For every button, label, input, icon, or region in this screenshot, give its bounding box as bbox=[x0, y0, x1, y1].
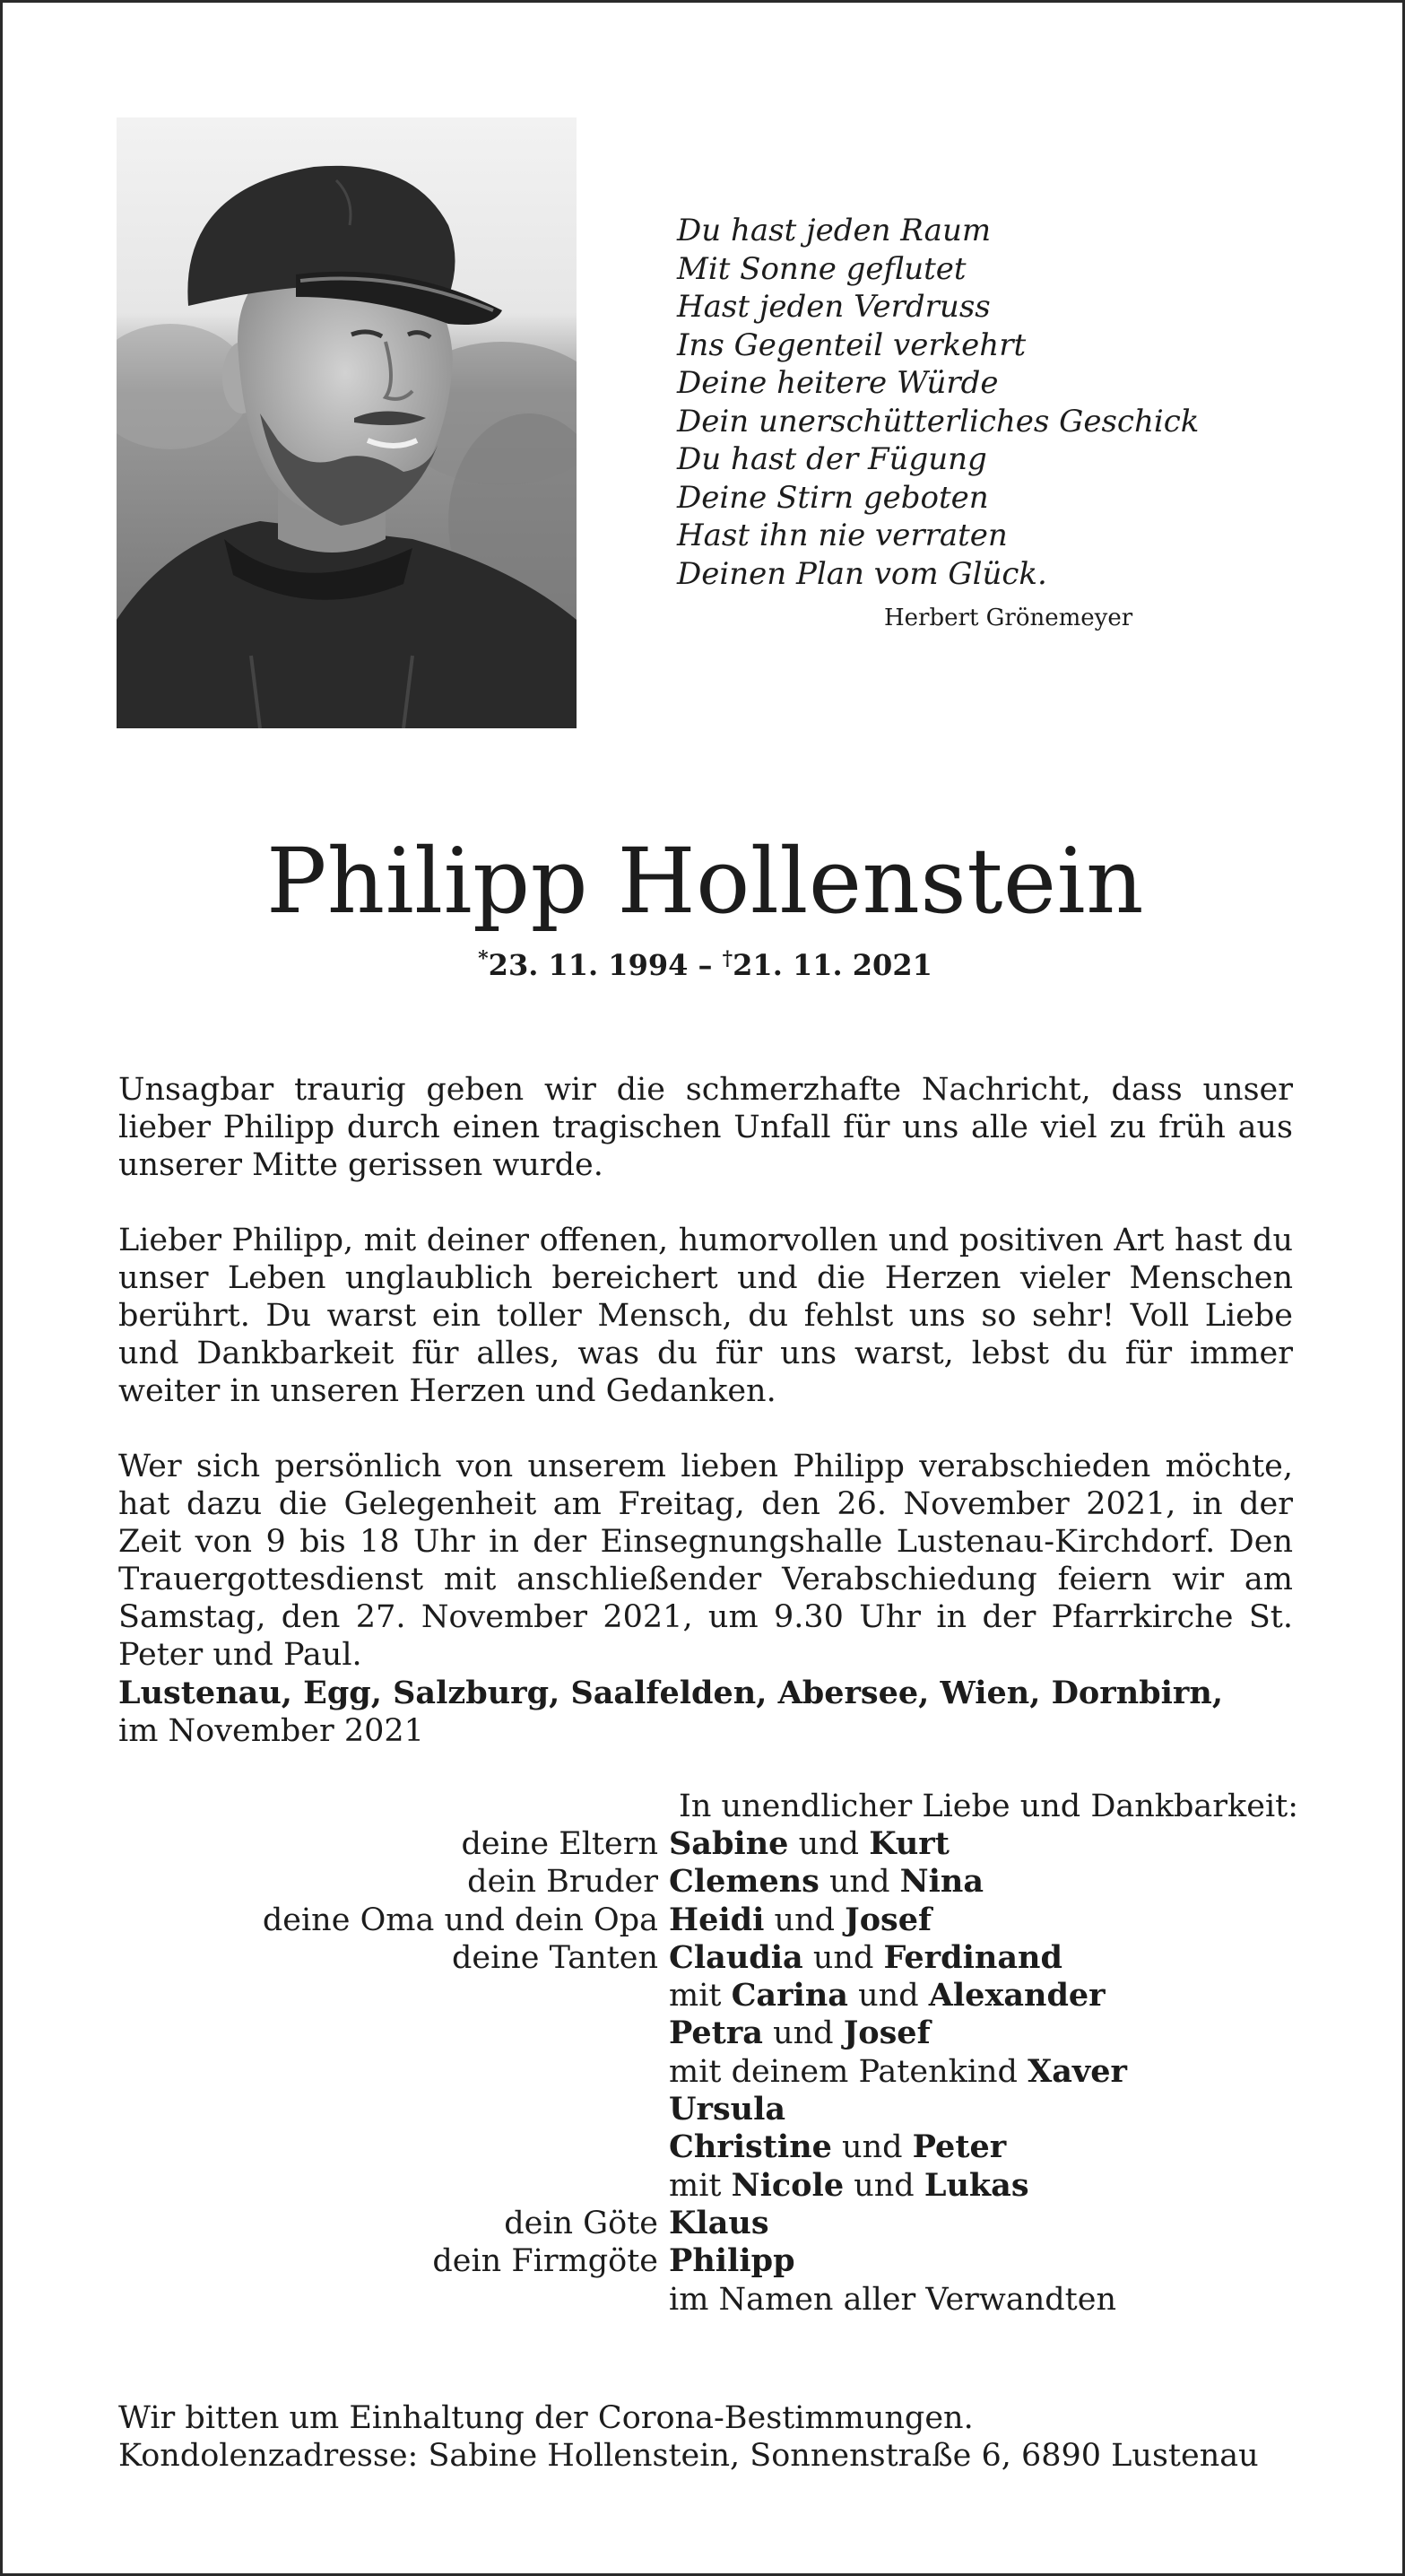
farewell-paragraph: Wer sich persönlich von unserem lieben Philipp verabschieden möchte, hat dazu die Gelegenheit am Freitag, den 26. November 2021, in der Zeit von 9 bis 18 Uhr in der Einsegnungshalle Lustenau-Kirchdorf. Den Trauergottesdienst mit anschließender Verabschiedung feiern wir am Samstag, den 27. November 2021, um 9.30 Uhr in der Pfarrkirche St. Peter und Paul. bbox=[118, 1449, 1293, 1673]
family-names bbox=[669, 1863, 984, 1901]
poem-line: Deine Stirn geboten bbox=[677, 479, 989, 516]
family-names bbox=[669, 2053, 1127, 2091]
life-dates bbox=[3, 941, 1405, 983]
death-date: 21. 11. 2021 bbox=[733, 948, 932, 982]
family-row bbox=[118, 2167, 1293, 2205]
family-member-name: Lukas bbox=[924, 2166, 1029, 2204]
family-relation bbox=[118, 2091, 669, 2128]
family-relation: dein Firmgöte bbox=[432, 2243, 658, 2280]
family-relation bbox=[118, 2053, 669, 2091]
family-relation bbox=[118, 2128, 669, 2166]
family-names bbox=[669, 1902, 932, 1939]
poem-line: Hast jeden Verdruss bbox=[677, 289, 991, 325]
family-row bbox=[118, 2091, 1293, 2128]
family-relation bbox=[118, 2281, 669, 2319]
poem-line: Hast ihn nie verraten bbox=[677, 518, 1008, 553]
family-member-name: Philipp bbox=[669, 2242, 795, 2280]
family-member-name: Nicole bbox=[731, 2166, 845, 2204]
family-row bbox=[118, 1902, 1293, 1939]
family-row bbox=[118, 2128, 1293, 2166]
family-names bbox=[669, 2242, 795, 2280]
tribute-paragraph: Lieber Philipp, mit deiner offenen, humorvollen und positiven Art hast du unser Leben unglaublich bereichert und die Herzen vieler Menschen berührt. Du warst ein toller Mensch, du fehlst uns so sehr! Voll Liebe und Dankbarkeit für alles, was du für uns warst, lebst du für immer weiter in unseren Herzen und Gedanken. bbox=[118, 1223, 1293, 1409]
family-text: mit bbox=[669, 1978, 732, 2015]
date-separator: – bbox=[688, 948, 723, 982]
family-names bbox=[669, 2281, 1116, 2319]
family-member-name: Claudia bbox=[669, 1938, 803, 1976]
family-names bbox=[669, 2091, 785, 2128]
family-relation bbox=[118, 2167, 669, 2205]
family-relation: deine Tanten bbox=[451, 1939, 658, 1976]
family-member-name: Josef bbox=[845, 1901, 932, 1938]
footer-notes bbox=[118, 2399, 1259, 2475]
family-names bbox=[669, 2015, 931, 2052]
death-symbol: † bbox=[722, 947, 733, 970]
family-member-name: Peter bbox=[912, 2128, 1007, 2166]
family-list bbox=[118, 1825, 1293, 2319]
family-text: und bbox=[819, 1864, 900, 1901]
family-member-name: Ursula bbox=[669, 2091, 786, 2128]
family-row bbox=[118, 2242, 1293, 2280]
poem-line: Ins Gegenteil verkehrt bbox=[677, 326, 1027, 363]
family-member-name: Clemens bbox=[669, 1863, 820, 1901]
family-row bbox=[118, 1939, 1293, 1977]
family-relation: dein Göte bbox=[504, 2205, 658, 2241]
family-member-name: Xaver bbox=[1028, 2052, 1127, 2090]
family-relation: deine Oma und dein Opa bbox=[262, 1902, 658, 1938]
family-member-name: Kurt bbox=[869, 1825, 950, 1862]
family-text: im Namen aller Verwandten bbox=[669, 2281, 1116, 2318]
places-list: Lustenau, Egg, Salzburg, Saalfelden, Abersee, Wien, Dornbirn, bbox=[118, 1675, 1224, 1711]
family-member-name: Heidi bbox=[669, 1901, 765, 1938]
family-relation: deine Eltern bbox=[461, 1826, 658, 1862]
poem-line: Du hast jeden Raum bbox=[677, 213, 992, 248]
family-text: und bbox=[847, 1978, 929, 2015]
family-member-name: Josef bbox=[843, 2015, 931, 2052]
family-member-name: Carina bbox=[731, 1977, 848, 2015]
family-member-name: Nina bbox=[899, 1863, 984, 1901]
poem-line: Deine heitere Würde bbox=[677, 365, 999, 401]
family-text: und bbox=[844, 2167, 924, 2204]
deceased-name: Philipp Hollenstein bbox=[266, 829, 1144, 934]
poem-line: Du hast der Fügung bbox=[677, 441, 987, 477]
portrait-photo bbox=[117, 117, 577, 728]
poem-line: Deinen Plan vom Glück. bbox=[677, 555, 1047, 592]
birth-symbol: * bbox=[478, 947, 489, 970]
family-text: und bbox=[831, 2129, 913, 2166]
portrait-illustration bbox=[117, 117, 577, 728]
condolence-address: Kondolenzadresse: Sabine Hollenstein, Sonnenstraße 6, 6890 Lustenau bbox=[118, 2438, 1259, 2474]
poem-line: Mit Sonne geflutet bbox=[677, 250, 967, 287]
date-line: im November 2021 bbox=[118, 1713, 424, 1749]
family-member-name: Ferdinand bbox=[883, 1938, 1062, 1976]
places-and-date bbox=[118, 1675, 1223, 1750]
family-member-name: Klaus bbox=[669, 2204, 769, 2241]
family-names bbox=[669, 2128, 1006, 2166]
family-row bbox=[118, 1977, 1293, 2015]
family-row bbox=[118, 2015, 1293, 2052]
family-member-name: Sabine bbox=[669, 1825, 789, 1862]
corona-note: Wir bitten um Einhaltung der Corona-Bestimmungen. bbox=[118, 2400, 974, 2436]
family-names bbox=[669, 2205, 769, 2242]
family-names bbox=[669, 2167, 1029, 2205]
family-names bbox=[669, 1939, 1062, 1977]
family-names bbox=[669, 1977, 1106, 2015]
family-text: und bbox=[802, 1939, 884, 1976]
family-relation: dein Bruder bbox=[467, 1864, 658, 1901]
family-row bbox=[118, 2053, 1293, 2091]
family-text: und bbox=[764, 1902, 846, 1938]
family-row bbox=[118, 2281, 1293, 2319]
family-text: und bbox=[762, 2015, 844, 2052]
family-text: und bbox=[788, 1826, 870, 1862]
family-row bbox=[118, 1825, 1293, 1863]
birth-date: 23. 11. 1994 bbox=[488, 948, 689, 982]
poem bbox=[677, 212, 1199, 593]
family-row bbox=[118, 2205, 1293, 2242]
poem-line: Dein unerschütterliches Geschick bbox=[677, 403, 1200, 439]
closing-line: In unendlicher Liebe und Dankbarkeit: bbox=[679, 1788, 1298, 1824]
family-names bbox=[669, 1825, 950, 1863]
family-relation bbox=[118, 1977, 669, 2015]
family-text: mit bbox=[669, 2167, 732, 2204]
family-relation bbox=[118, 2015, 669, 2052]
family-member-name: Petra bbox=[669, 2015, 763, 2052]
family-member-name: Alexander bbox=[928, 1977, 1106, 2015]
poem-author: Herbert Grönemeyer bbox=[884, 605, 1133, 631]
announcement-paragraph: Unsagbar traurig geben wir die schmerzhafte Nachricht, dass unser lieber Philipp durch einen tragischen Unfall für uns alle viel zu früh aus unserer Mitte gerissen wurde. bbox=[118, 1072, 1293, 1183]
family-text: mit deinem Patenkind bbox=[669, 2053, 1028, 2090]
family-row bbox=[118, 1863, 1293, 1901]
family-member-name: Christine bbox=[669, 2128, 832, 2166]
